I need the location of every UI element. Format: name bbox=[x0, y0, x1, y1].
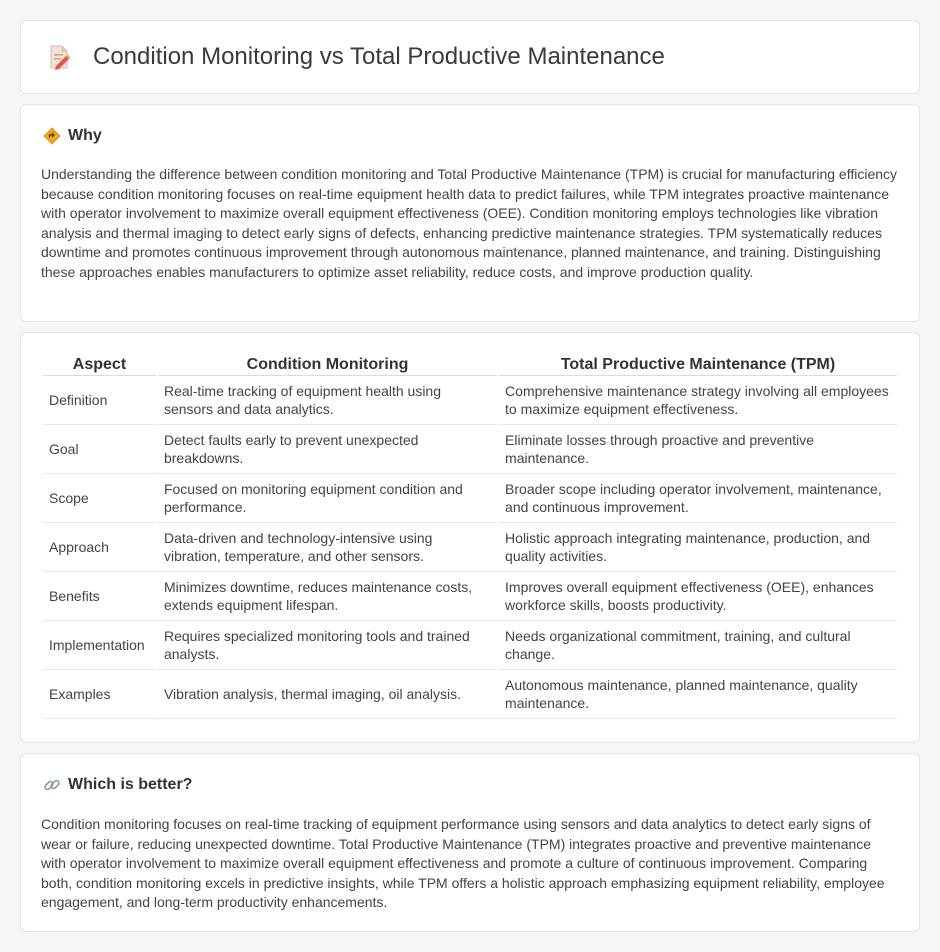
table-row bbox=[43, 572, 897, 621]
better-heading: Which is better? bbox=[68, 776, 193, 793]
better-header bbox=[43, 776, 192, 794]
row-aspect: Implementation bbox=[43, 621, 156, 670]
row-tpm: Needs organizational commitment, training, and cultural change. bbox=[499, 621, 897, 670]
which-is-better-section bbox=[20, 753, 920, 932]
row-aspect: Benefits bbox=[43, 572, 156, 621]
table-row bbox=[43, 621, 897, 670]
why-section bbox=[20, 104, 920, 322]
row-condition-monitoring: Real-time tracking of equipment health using sensors and data analytics. bbox=[158, 376, 497, 425]
title-card bbox=[20, 20, 920, 94]
row-tpm: Comprehensive maintenance strategy involving all employees to maximize equipment effectiveness. bbox=[499, 376, 897, 425]
why-heading: Why bbox=[68, 127, 102, 144]
comparison-section bbox=[20, 332, 920, 743]
row-condition-monitoring: Detect faults early to prevent unexpected breakdowns. bbox=[158, 425, 497, 474]
row-condition-monitoring: Minimizes downtime, reduces maintenance costs, extends equipment lifespan. bbox=[158, 572, 497, 621]
table-row bbox=[43, 670, 897, 719]
row-aspect: Definition bbox=[43, 376, 156, 425]
row-condition-monitoring: Data-driven and technology-intensive using vibration, temperature, and other sensors. bbox=[158, 523, 497, 572]
table-row bbox=[43, 474, 897, 523]
link-icon bbox=[43, 776, 61, 794]
document-pencil-icon bbox=[47, 44, 71, 70]
road-sign-icon bbox=[43, 127, 61, 145]
row-condition-monitoring: Requires specialized monitoring tools and trained analysts. bbox=[158, 621, 497, 670]
row-aspect: Scope bbox=[43, 474, 156, 523]
row-condition-monitoring: Focused on monitoring equipment condition and performance. bbox=[158, 474, 497, 523]
table-header-row bbox=[43, 355, 897, 376]
better-text: Condition monitoring focuses on real-time tracking of equipment performance using sensors and data analytics to detect early signs of wear or failure, reducing unexpected downtime. Total Productive Maintenance (TPM) integrates proactive and preventive maintenance with operator involvement to maximize overall equipment effectiveness and promote a culture of continuous improvement. Comparing both, condition monitoring excels in predictive insights, while TPM offers a holistic approach emphasizing equipment reliability, employee engagement, and long-term productivity enhancements. bbox=[41, 816, 885, 911]
row-tpm: Holistic approach integrating maintenance, production, and quality activities. bbox=[499, 523, 897, 572]
table-row bbox=[43, 523, 897, 572]
row-aspect: Approach bbox=[43, 523, 156, 572]
title-row bbox=[47, 43, 665, 71]
column-header-aspect: Aspect bbox=[43, 355, 156, 376]
table-row bbox=[43, 425, 897, 474]
row-tpm: Autonomous maintenance, planned maintenance, quality maintenance. bbox=[499, 670, 897, 719]
row-tpm: Broader scope including operator involvement, maintenance, and continuous improvement. bbox=[499, 474, 897, 523]
why-header bbox=[43, 127, 102, 145]
why-text: Understanding the difference between condition monitoring and Total Productive Maintenance (TPM) is crucial for manufacturing efficiency because condition monitoring focuses on real-time equipment health data to predict failures, while TPM integrates proactive maintenance with operator involvement to maximize overall equipment effectiveness (OEE). Condition monitoring employs technologies like vibration analysis and thermal imaging to detect early signs of defects, enhancing predictive maintenance strategies. TPM systematically reduces downtime and promotes continuous improvement through autonomous maintenance, planned maintenance, and training. Distinguishing these approaches enables manufacturers to optimize asset reliability, reduce costs, and improve production quality. bbox=[41, 166, 898, 280]
row-condition-monitoring: Vibration analysis, thermal imaging, oil analysis. bbox=[158, 670, 497, 719]
column-header-condition-monitoring: Condition Monitoring bbox=[158, 355, 497, 376]
row-aspect: Goal bbox=[43, 425, 156, 474]
comparison-table bbox=[41, 355, 899, 719]
page-title: Condition Monitoring vs Total Productive Maintenance bbox=[93, 43, 665, 70]
row-tpm: Improves overall equipment effectiveness (OEE), enhances workforce skills, boosts productivity. bbox=[499, 572, 897, 621]
row-aspect: Examples bbox=[43, 670, 156, 719]
row-tpm: Eliminate losses through proactive and preventive maintenance. bbox=[499, 425, 897, 474]
column-header-tpm: Total Productive Maintenance (TPM) bbox=[499, 355, 897, 376]
table-row bbox=[43, 376, 897, 425]
